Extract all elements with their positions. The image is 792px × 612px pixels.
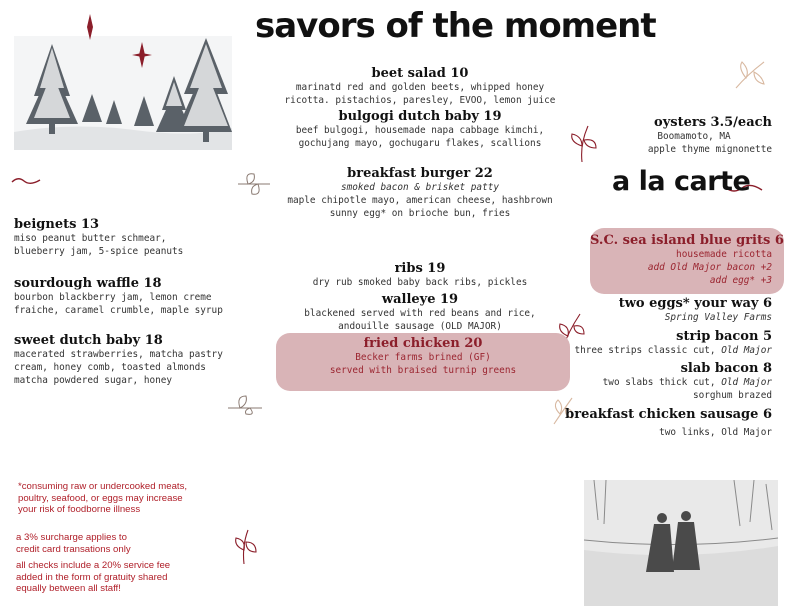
leaf-sprig-icon [226, 392, 264, 416]
addon-egg: add egg* +3 [709, 275, 772, 286]
dish-description: maple chipotle mayo, american cheese, hashbrown [287, 195, 553, 206]
note-line: *consuming raw or undercooked meats, [18, 481, 188, 492]
dish-description: cream, honey comb, toasted almonds [14, 362, 206, 373]
dish-description: matcha powdered sugar, honey [14, 375, 173, 386]
menu-item-bulgogi-dutch-baby [280, 109, 560, 150]
dish-description: blueberry jam, 5-spice peanuts [14, 246, 184, 257]
dish-name: ribs 19 [394, 261, 446, 276]
dish-description: Boomamoto, MA [657, 131, 731, 142]
dish-description: marinatd red and golden beets, whipped honey [295, 82, 545, 93]
addon-bacon: add Old Major bacon +2 [647, 262, 772, 273]
dish-description: macerated strawberries, matcha pastry [14, 349, 223, 360]
dish-name: S.C. sea island blue grits 6 [590, 233, 784, 248]
dish-description: dry rub smoked baby back ribs, pickles [312, 277, 528, 288]
menu-item-sweet-dutch-baby [14, 333, 254, 387]
dish-name: oysters 3.5/each [654, 115, 772, 130]
dish-description: blackened served with red beans and rice, [304, 308, 536, 319]
dish-description: Becker farms brined (GF) [355, 352, 491, 363]
dish-name: beignets 13 [14, 217, 100, 232]
menu-item-walleye [280, 292, 560, 333]
dish-name: bulgogi dutch baby 19 [338, 109, 502, 124]
dish-name: beet salad 10 [371, 66, 469, 81]
note-line: a 3% surcharge applies to [16, 532, 127, 543]
menu-item-beet-salad [280, 66, 560, 107]
dish-name: slab bacon 8 [680, 361, 772, 376]
dish-description: two slabs thick cut, [602, 377, 722, 388]
leaf-sprig-icon [232, 528, 258, 566]
dish-name: sweet dutch baby 18 [14, 333, 163, 348]
dish-name: strip bacon 5 [676, 329, 772, 344]
dish-description: beef bulgogi, housemade napa cabbage kimchi, [295, 125, 545, 136]
menu-item-blue-grits [590, 233, 784, 287]
dish-source: Old Major [721, 377, 772, 388]
dish-description: ricotta. pistachios, paresley, EVOO, lemon juice [284, 95, 556, 106]
menu-item-two-eggs [580, 296, 772, 324]
dish-description: two links, Old Major [659, 427, 772, 438]
dish-description: Spring Valley Farms [664, 312, 772, 323]
section-title: a la carte [612, 166, 751, 197]
foodborne-warning [18, 481, 187, 516]
note-line: your risk of foodborne illness [18, 504, 141, 515]
dish-description: gochujang mayo, gochugaru flakes, scallions [298, 138, 542, 149]
dish-description: fraiche, caramel crumble, maple syrup [14, 305, 223, 316]
note-line: equally between all staff! [16, 583, 121, 594]
sparkle-icon [132, 42, 152, 68]
dish-subtitle: smoked bacon & brisket patty [340, 182, 500, 193]
leaf-sprig-icon [732, 58, 768, 92]
dish-name: breakfast burger 22 [347, 166, 493, 181]
dish-description: sorghum brazed [692, 390, 772, 401]
surcharge-note [16, 532, 131, 555]
squiggle-icon [10, 174, 42, 188]
menu-item-chicken-sausage [560, 407, 772, 439]
dish-description: bourbon blackberry jam, lemon creme [14, 292, 212, 303]
dish-source: Old Major [721, 345, 772, 356]
service-fee-note [16, 560, 170, 595]
note-line: credit card transations only [16, 543, 131, 555]
note-line: added in the form of gratuity shared [16, 571, 168, 583]
dish-name: fried chicken 20 [363, 336, 483, 351]
ice-skaters-image [584, 480, 778, 606]
snowy-forest-image [14, 36, 232, 150]
leaf-sprig-icon [236, 170, 272, 198]
dish-description: sunny egg* on brioche bun, fries [329, 208, 511, 219]
dish-description: served with braised turnip greens [329, 365, 517, 376]
dish-description: andouille sausage (OLD MAJOR) [338, 321, 502, 332]
menu-item-strip-bacon [560, 329, 772, 357]
featured-fried-chicken [276, 333, 570, 391]
dish-name: sourdough waffle 18 [14, 276, 162, 291]
note-line: all checks include a 20% service fee [16, 560, 171, 571]
menu-item-oysters [580, 115, 772, 156]
dish-description: apple thyme mignonette [647, 144, 772, 155]
menu-item-ribs [280, 261, 560, 289]
note-line: poultry, seafood, or eggs may increase [18, 492, 183, 504]
dish-name: breakfast chicken sausage 6 [565, 407, 772, 422]
menu-item-sourdough-waffle [14, 276, 254, 317]
page-title: savors of the moment [255, 6, 656, 46]
dish-description: housemade ricotta [676, 249, 772, 260]
menu-item-breakfast-burger [280, 166, 560, 220]
dish-description: three strips classic cut, [574, 345, 722, 356]
menu-item-beignets [14, 217, 244, 258]
sparkle-icon [80, 14, 100, 40]
dish-name: walleye 19 [381, 292, 459, 307]
dish-description: miso peanut butter schmear, [14, 233, 167, 244]
dish-name: two eggs* your way 6 [618, 296, 772, 311]
menu-item-slab-bacon [560, 361, 772, 402]
